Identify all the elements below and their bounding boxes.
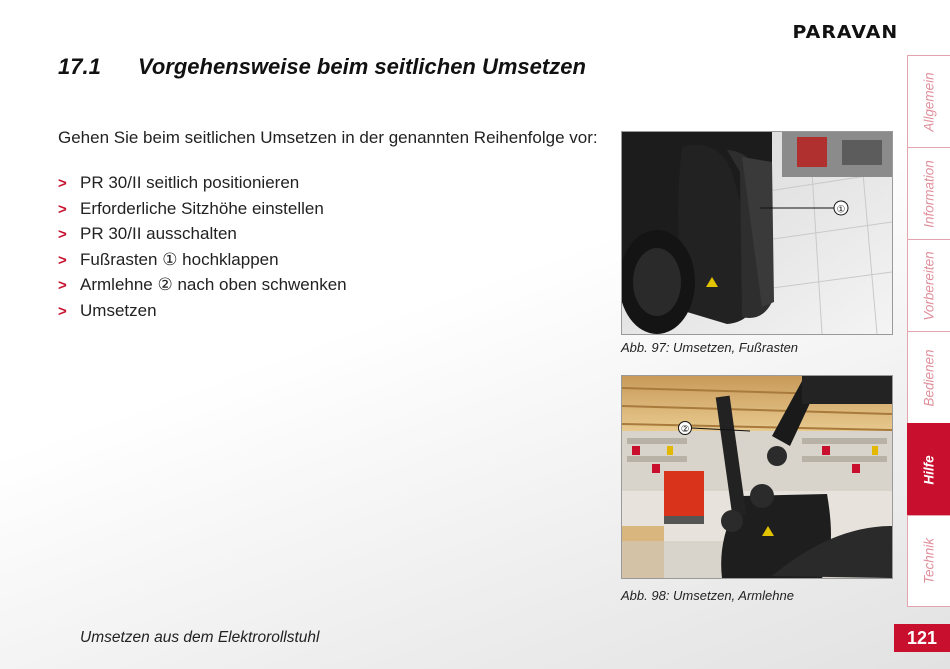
step-text: Fußrasten ① hochklappen [80,249,279,269]
callout-2: ② [680,424,690,435]
step-text: Erforderliche Sitzhöhe einstellen [80,198,324,218]
chapter-tabs [907,55,950,607]
step-item [58,298,347,324]
tab-label: Bedienen [921,348,937,407]
paravan-logo: PARAVAN [792,22,899,43]
tab-vorbereiten[interactable] [907,239,950,331]
bullet-arrow-icon: > [58,302,67,320]
tab-hilfe[interactable] [907,423,950,515]
page-number: 121 [894,624,950,652]
intro-text: Gehen Sie beim seitlichen Umsetzen in der genannten Reihenfolge vor: [58,128,598,147]
footer-chapter-title: Umsetzen aus dem Elektrorollstuhl [80,629,320,646]
figure-caption-97: Abb. 97: Umsetzen, Fußrasten [621,340,799,355]
step-text: Umsetzen [80,300,157,320]
step-text: PR 30/II seitlich positionieren [80,173,300,192]
section-title: Vorgehensweise beim seitlichen Umsetzen [138,54,586,79]
step-item [58,221,347,247]
bullet-arrow-icon: > [58,175,67,192]
tab-label: Information [921,159,937,228]
step-item [58,272,347,298]
figure-footrest-photo [621,131,893,335]
tab-technik[interactable] [907,515,950,607]
tab-label: Allgemein [921,71,937,132]
step-list [58,170,347,323]
step-item [58,247,347,273]
step-item [58,196,347,222]
tab-label: Hilfe [921,454,937,485]
bullet-arrow-icon: > [58,226,67,243]
step-item [58,170,347,196]
figure-armrest-photo [621,375,893,579]
bullet-arrow-icon: > [58,251,67,269]
section-heading [58,54,586,80]
bullet-arrow-icon: > [58,277,67,294]
tab-label: Vorbereiten [921,250,937,321]
figure-caption-98: Abb. 98: Umsetzen, Armlehne [621,588,794,603]
tab-allgemein[interactable] [907,55,950,147]
section-number: 17.1 [58,54,101,79]
tab-information[interactable] [907,147,950,239]
bullet-arrow-icon: > [58,200,67,218]
step-text: Armlehne ② nach oben schwenken [80,275,347,294]
tab-bedienen[interactable] [907,331,950,423]
tab-label: Technik [921,537,937,585]
callout-1: ① [836,204,846,216]
step-text: PR 30/II ausschalten [80,224,237,243]
